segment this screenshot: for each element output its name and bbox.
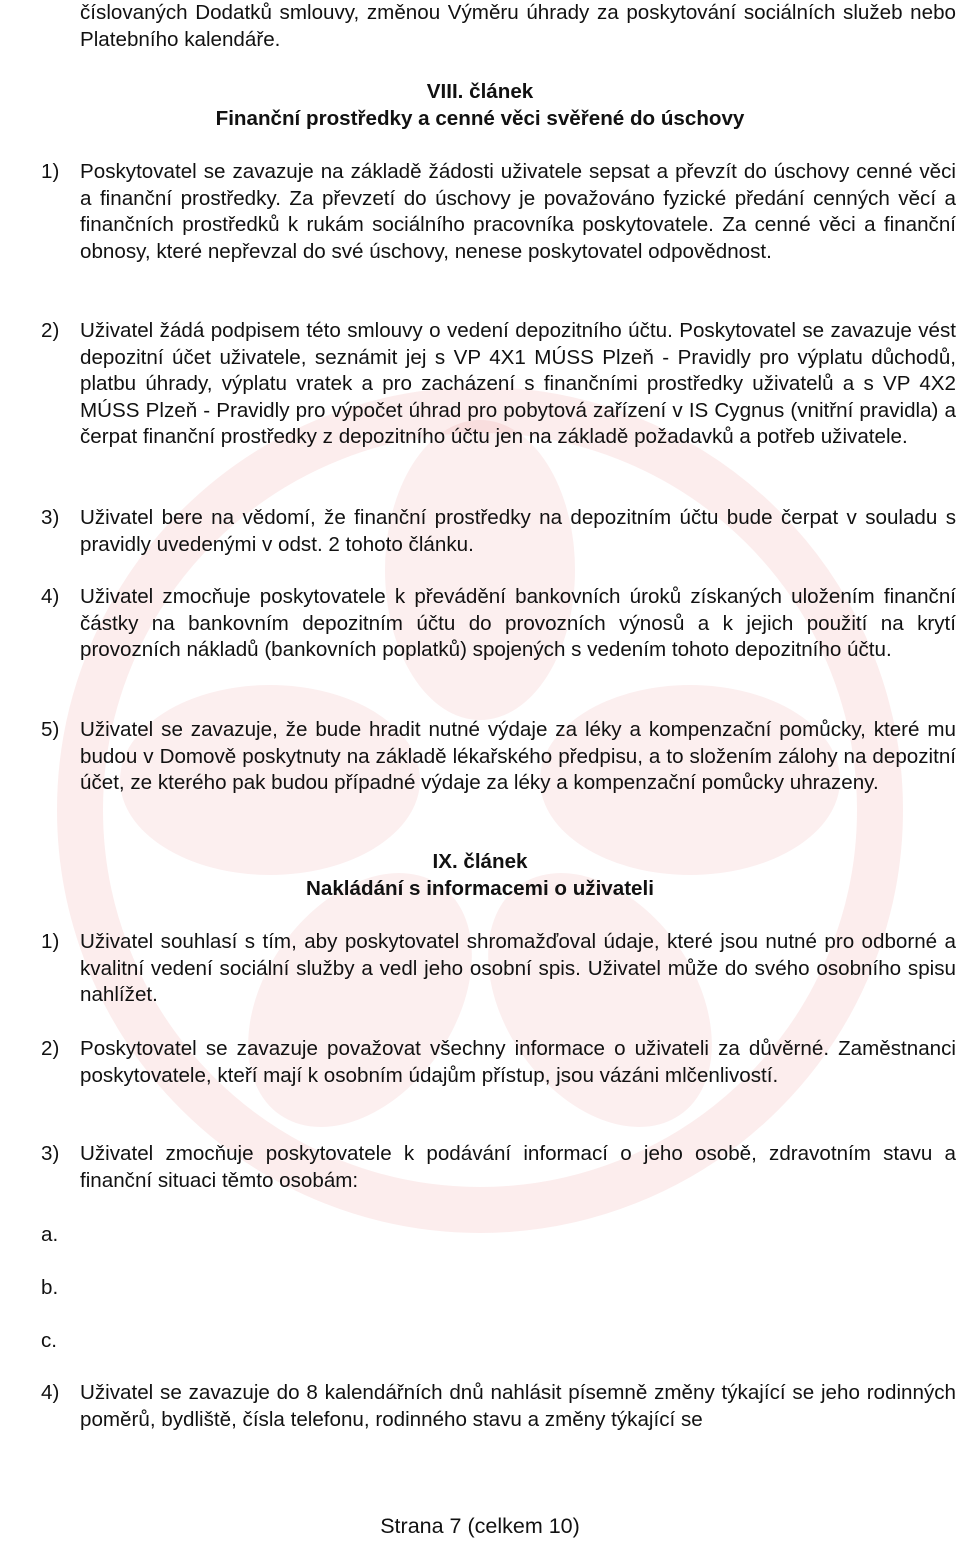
article-9-item-3-number: 3) <box>41 1142 60 1165</box>
intro-text: číslovaných Dodatků smlouvy, změnou Výměru úhrady za poskytování sociálních služeb nebo Platebního kalendáře. <box>80 1 956 51</box>
article-8-title: Finanční prostředky a cenné věci svěřené do úschovy <box>215 107 745 130</box>
page-footer: Strana 7 (celkem 10) <box>380 1514 580 1538</box>
article-8-item-4-number: 4) <box>41 585 60 608</box>
article-9-item-4-number: 4) <box>41 1381 60 1404</box>
article-9-item-3-text: Uživatel zmocňuje poskytovatele k podávání informací o jeho osobě, zdravotním stavu a finanční situaci těmto osobám: <box>80 1142 956 1192</box>
article-8-item-5-number: 5) <box>41 718 60 741</box>
list-letter-a: a. <box>41 1223 59 1246</box>
article-9-title: Nakládání s informacemi o uživateli <box>306 877 654 900</box>
article-8-item-2-number: 2) <box>41 319 60 342</box>
article-8-item-2-text: Uživatel žádá podpisem této smlouvy o vedení depozitního účtu. Poskytovatel se zavazuje vést depozitní účet uživatele, seznámit jej s VP 4X1 MÚSS Plzeň - Pravidly pro výplatu důchodů, platbu úhrady, výplatu vratek a pro zacházení s finančními prostředky uživatelů a s VP 4X2 MÚSS Plzeň - Pravidly pro výpočet úhrad pro pobytová zařízení v IS Cygnus (vnitřní pravidla) a čerpat finanční prostředky z depozitního účtu jen na základě požadavků a potřeb uživatele. <box>80 319 956 448</box>
article-9-item-2-text: Poskytovatel se zavazuje považovat všechny informace o uživateli za důvěrné. Zaměstnanci poskytovatele, kteří mají k osobním údajům přístup, jsou vázáni mlčenlivostí. <box>80 1037 956 1087</box>
list-letter-c: c. <box>41 1329 58 1352</box>
article-8-item-1-text: Poskytovatel se zavazuje na základě žádosti uživatele sepsat a převzít do úschovy cenné věci a finanční prostředky. Za převzetí do úschovy je považováno fyzické předání cenných věcí a finančních prostředků k rukám sociálního pracovníka poskytovatele. Za cenné věci a finanční obnosy, které nepřevzal do své úschovy, nenese poskytovatel odpovědnost. <box>80 160 956 263</box>
article-9-item-1-text: Uživatel souhlasí s tím, aby poskytovatel shromažďoval údaje, které jsou nutné pro odborné a kvalitní vedení sociální služby a vedl jeho osobní spis. Uživatel může do svého osobního spisu nahlížet. <box>80 930 956 1006</box>
list-letter-b: b. <box>41 1276 59 1299</box>
article-9-item-4-text: Uživatel se zavazuje do 8 kalendářních dnů nahlásit písemně změny týkající se jeho rodinných poměrů, bydliště, čísla telefonu, rodinného stavu a změny týkající se <box>80 1381 956 1431</box>
article-9-item-2-number: 2) <box>41 1037 60 1060</box>
article-8-item-1-number: 1) <box>41 160 60 183</box>
article-8-number: VIII. článek <box>426 80 534 103</box>
article-9-item-1-number: 1) <box>41 930 60 953</box>
article-8-item-3-text: Uživatel bere na vědomí, že finanční prostředky na depozitním účtu bude čerpat v souladu s pravidly uvedenými v odst. 2 tohoto článku. <box>80 506 956 556</box>
article-9-number: IX. článek <box>432 850 528 873</box>
article-8-item-4-text: Uživatel zmocňuje poskytovatele k převádění bankovních úroků získaných uložením finanční částky na bankovním depozitním účtu do provozních výnosů a k jejich použití na krytí provozních nákladů (bankovních poplatků) spojených s vedením tohoto depozitního účtu. <box>80 585 956 661</box>
article-8-item-3-number: 3) <box>41 506 60 529</box>
article-8-item-5-text: Uživatel se zavazuje, že bude hradit nutné výdaje za léky a kompenzační pomůcky, které mu budou v Domově poskytnuty na základě lékařského předpisu, a to složením zálohy na depozitní účet, ze kterého pak budou případné výdaje za léky a kompenzační pomůcky uhrazeny. <box>80 718 956 794</box>
